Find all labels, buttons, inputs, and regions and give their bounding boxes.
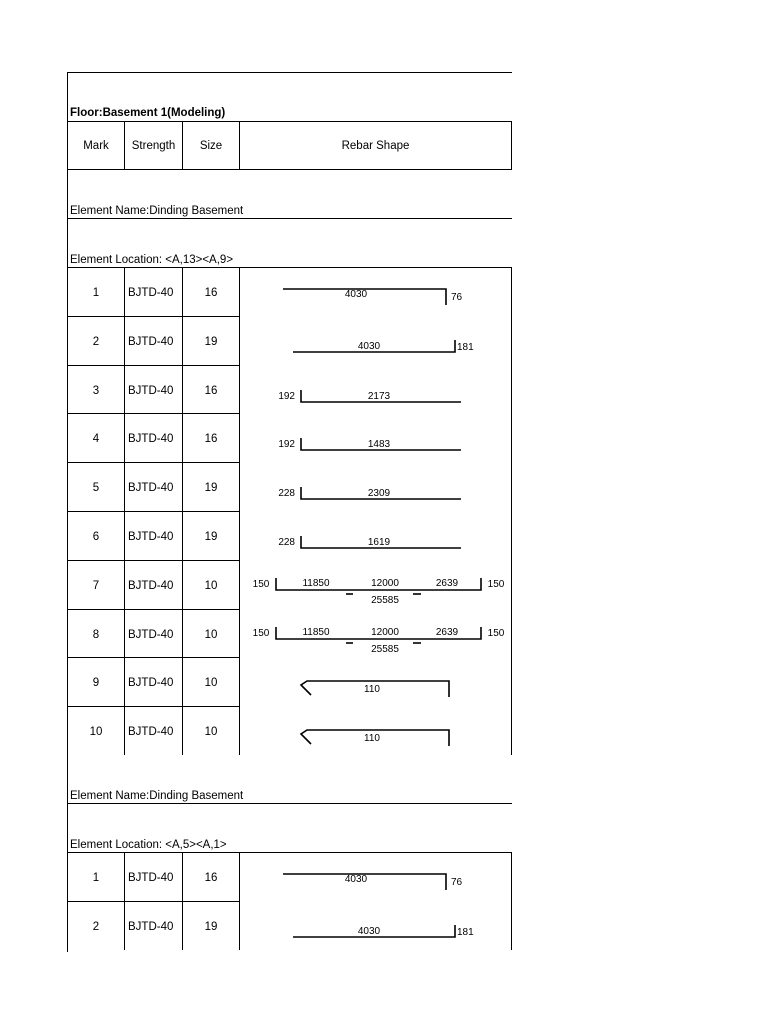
rebar-shape-diagram xyxy=(241,267,511,315)
column-divider xyxy=(511,852,512,950)
header-strength: Strength xyxy=(131,140,176,152)
rebar-shape-diagram xyxy=(241,462,511,510)
dimension-label: 110 xyxy=(364,733,380,744)
row-strength: BJTD-40 xyxy=(128,385,174,397)
sheet-left-border xyxy=(67,72,68,952)
row-strength: BJTD-40 xyxy=(128,872,174,884)
dimension-label: 181 xyxy=(457,342,474,353)
dimension-label: 4030 xyxy=(357,926,381,937)
dimension-label: 25585 xyxy=(371,595,399,606)
row-divider xyxy=(67,901,240,902)
row-divider xyxy=(67,706,240,707)
row-mark: 1 xyxy=(92,872,100,884)
sheet-top-border xyxy=(67,72,512,73)
row-size: 19 xyxy=(204,482,218,494)
dimension-label: 12000 xyxy=(371,627,399,638)
row-mark: 7 xyxy=(92,580,100,592)
row-divider xyxy=(67,609,240,610)
row-size: 16 xyxy=(204,385,218,397)
row-strength: BJTD-40 xyxy=(128,726,174,738)
rebar-shape-diagram xyxy=(241,316,511,364)
row-size: 16 xyxy=(204,872,218,884)
row-size: 19 xyxy=(204,921,218,933)
dimension-label: 2639 xyxy=(435,627,459,638)
element-location: Element Location: <A,13><A,9> xyxy=(70,254,234,266)
element-location: Element Location: <A,5><A,1> xyxy=(70,839,227,851)
element-name: Element Name:Dinding Basement xyxy=(70,790,244,802)
dimension-label: 12000 xyxy=(371,578,399,589)
row-divider xyxy=(67,560,240,561)
row-mark: 6 xyxy=(92,531,100,543)
dimension-label: 4030 xyxy=(357,341,381,352)
row-size: 19 xyxy=(204,531,218,543)
row-divider xyxy=(67,511,240,512)
dimension-label: 150 xyxy=(252,579,270,590)
dimension-label: 150 xyxy=(487,579,505,590)
rebar-shape-diagram xyxy=(241,609,511,657)
dimension-label: 150 xyxy=(487,628,505,639)
rebar-shape-diagram xyxy=(241,560,511,608)
row-strength: BJTD-40 xyxy=(128,531,174,543)
dimension-label: 228 xyxy=(278,537,295,548)
row-strength: BJTD-40 xyxy=(128,921,174,933)
rebar-shape-diagram xyxy=(241,511,511,559)
rebar-shape-diagram xyxy=(241,901,511,949)
row-mark: 1 xyxy=(92,287,100,299)
row-size: 16 xyxy=(204,433,218,445)
dimension-label: 110 xyxy=(364,684,380,695)
row-divider xyxy=(67,413,240,414)
row-mark: 2 xyxy=(92,921,100,933)
dimension-label: 2309 xyxy=(367,488,391,499)
element-name: Element Name:Dinding Basement xyxy=(70,205,244,217)
dimension-label: 150 xyxy=(252,628,270,639)
dimension-label: 25585 xyxy=(371,644,399,655)
element-name-underline xyxy=(67,218,512,219)
rebar-shape-diagram xyxy=(241,852,511,900)
header-right-border xyxy=(511,121,512,170)
row-strength: BJTD-40 xyxy=(128,677,174,689)
row-divider xyxy=(67,462,240,463)
row-divider xyxy=(67,316,240,317)
dimension-label: 4030 xyxy=(344,874,368,885)
dimension-label: 76 xyxy=(451,877,463,888)
header-size: Size xyxy=(199,140,223,152)
row-strength: BJTD-40 xyxy=(128,629,174,641)
row-strength: BJTD-40 xyxy=(128,482,174,494)
dimension-label: 2639 xyxy=(435,578,459,589)
row-divider xyxy=(67,365,240,366)
row-size: 19 xyxy=(204,336,218,348)
header-bottom-line xyxy=(67,169,512,170)
rebar-shape-diagram xyxy=(241,706,511,754)
row-mark: 8 xyxy=(92,629,100,641)
dimension-label: 2173 xyxy=(367,391,391,402)
row-size: 16 xyxy=(204,287,218,299)
rebar-shape-diagram xyxy=(241,413,511,461)
row-mark: 4 xyxy=(92,433,100,445)
row-size: 10 xyxy=(204,726,218,738)
column-divider xyxy=(511,267,512,755)
row-mark: 5 xyxy=(92,482,100,494)
dimension-label: 192 xyxy=(278,439,295,450)
dimension-label: 181 xyxy=(457,927,474,938)
dimension-label: 1619 xyxy=(367,537,391,548)
row-mark: 2 xyxy=(92,336,100,348)
dimension-label: 11850 xyxy=(302,627,330,638)
element-name-underline xyxy=(67,803,512,804)
dimension-label: 76 xyxy=(451,292,463,303)
row-mark: 9 xyxy=(92,677,100,689)
row-divider xyxy=(67,657,240,658)
dimension-label: 4030 xyxy=(344,289,368,300)
header-top-line xyxy=(67,121,512,122)
rebar-shape-diagram xyxy=(241,365,511,413)
header-mark: Mark xyxy=(83,140,109,152)
floor-title: Floor:Basement 1(Modeling) xyxy=(70,107,226,119)
dimension-label: 228 xyxy=(278,488,295,499)
dimension-label: 192 xyxy=(278,391,295,402)
header-rebar-shape: Rebar Shape xyxy=(341,140,410,152)
row-size: 10 xyxy=(204,677,218,689)
row-mark: 10 xyxy=(89,726,103,738)
rebar-shape-diagram xyxy=(241,657,511,705)
row-strength: BJTD-40 xyxy=(128,287,174,299)
dimension-label: 11850 xyxy=(302,578,330,589)
row-mark: 3 xyxy=(92,385,100,397)
row-strength: BJTD-40 xyxy=(128,433,174,445)
row-size: 10 xyxy=(204,629,218,641)
dimension-label: 1483 xyxy=(367,439,391,450)
row-size: 10 xyxy=(204,580,218,592)
row-strength: BJTD-40 xyxy=(128,336,174,348)
row-strength: BJTD-40 xyxy=(128,580,174,592)
